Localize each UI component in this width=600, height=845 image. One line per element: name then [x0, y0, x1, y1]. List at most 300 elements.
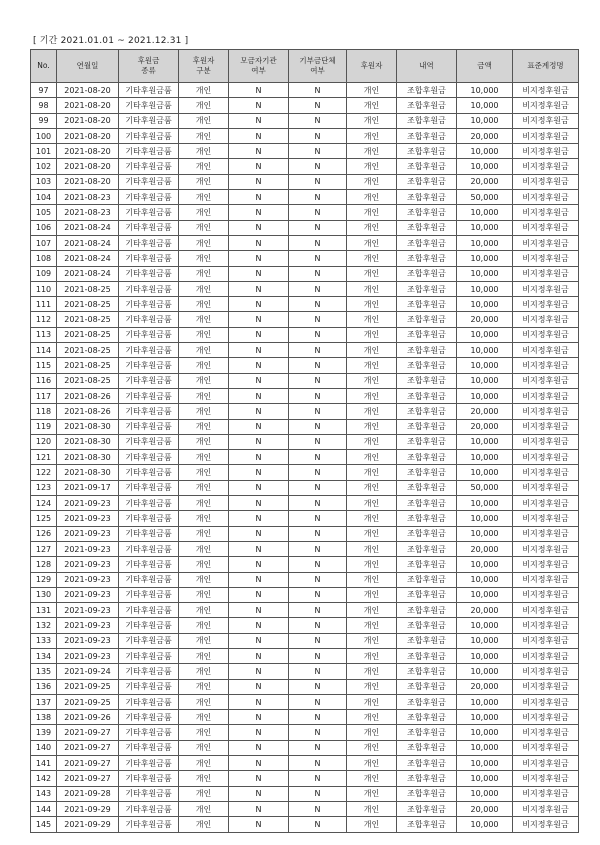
cell-fundraising-org: N: [229, 618, 289, 633]
cell-fundraising-org: N: [229, 128, 289, 143]
cell-details: 조합후원금: [397, 526, 457, 541]
cell-donation-type: 기타후원금품: [119, 694, 179, 709]
cell-details: 조합후원금: [397, 190, 457, 205]
cell-amount: 10,000: [457, 817, 513, 832]
cell-amount: 10,000: [457, 725, 513, 740]
cell-fundraising-org: N: [229, 388, 289, 403]
cell-donor: 개인: [347, 786, 397, 801]
cell-date: 2021-08-30: [57, 419, 119, 434]
cell-donor: 개인: [347, 373, 397, 388]
cell-details: 조합후원금: [397, 220, 457, 235]
table-row: [31, 266, 579, 281]
cell-amount: 10,000: [457, 465, 513, 480]
header-details: 내역: [397, 50, 457, 83]
cell-donor-class: 개인: [179, 557, 229, 572]
cell-donation-type: 기타후원금품: [119, 740, 179, 755]
cell-donor: 개인: [347, 557, 397, 572]
cell-fundraising-org: N: [229, 648, 289, 663]
cell-donor-class: 개인: [179, 174, 229, 189]
cell-date: 2021-08-24: [57, 266, 119, 281]
cell-details: 조합후원금: [397, 83, 457, 98]
cell-donation-group: N: [289, 113, 347, 128]
cell-no: 116: [31, 373, 57, 388]
cell-donor-class: 개인: [179, 388, 229, 403]
table-row: [31, 83, 579, 98]
cell-fundraising-org: N: [229, 679, 289, 694]
cell-account-name: 비지정후원금: [513, 771, 579, 786]
cell-date: 2021-08-20: [57, 144, 119, 159]
table-row: [31, 174, 579, 189]
cell-amount: 10,000: [457, 771, 513, 786]
cell-donation-type: 기타후원금품: [119, 450, 179, 465]
table-row: [31, 205, 579, 220]
cell-donation-group: N: [289, 220, 347, 235]
cell-donor-class: 개인: [179, 327, 229, 342]
cell-details: 조합후원금: [397, 664, 457, 679]
cell-date: 2021-09-23: [57, 496, 119, 511]
header-fundraising-org: 모금자기관 여부: [229, 50, 289, 83]
cell-donation-type: 기타후원금품: [119, 144, 179, 159]
cell-amount: 20,000: [457, 419, 513, 434]
cell-donor: 개인: [347, 496, 397, 511]
cell-details: 조합후원금: [397, 419, 457, 434]
cell-account-name: 비지정후원금: [513, 404, 579, 419]
cell-fundraising-org: N: [229, 312, 289, 327]
cell-donor: 개인: [347, 266, 397, 281]
cell-amount: 10,000: [457, 664, 513, 679]
cell-fundraising-org: N: [229, 343, 289, 358]
cell-account-name: 비지정후원금: [513, 190, 579, 205]
cell-account-name: 비지정후원금: [513, 343, 579, 358]
header-donation-group: 기부금단체 여부: [289, 50, 347, 83]
cell-donation-group: N: [289, 526, 347, 541]
period-label: [ 기간 2021.01.01 ~ 2021.12.31 ]: [33, 36, 189, 46]
cell-no: 112: [31, 312, 57, 327]
cell-donor: 개인: [347, 343, 397, 358]
cell-account-name: 비지정후원금: [513, 450, 579, 465]
cell-fundraising-org: N: [229, 281, 289, 296]
cell-donation-type: 기타후원금품: [119, 159, 179, 174]
cell-donation-type: 기타후원금품: [119, 786, 179, 801]
table-row: [31, 710, 579, 725]
cell-account-name: 비지정후원금: [513, 205, 579, 220]
cell-donation-group: N: [289, 174, 347, 189]
cell-amount: 10,000: [457, 388, 513, 403]
cell-donation-type: 기타후원금품: [119, 128, 179, 143]
cell-donation-group: N: [289, 710, 347, 725]
cell-date: 2021-08-25: [57, 281, 119, 296]
cell-fundraising-org: N: [229, 98, 289, 113]
cell-details: 조합후원금: [397, 174, 457, 189]
cell-amount: 10,000: [457, 618, 513, 633]
cell-amount: 10,000: [457, 343, 513, 358]
cell-amount: 10,000: [457, 144, 513, 159]
table-row: [31, 648, 579, 663]
cell-date: 2021-09-24: [57, 664, 119, 679]
table-row: [31, 603, 579, 618]
cell-donation-type: 기타후원금품: [119, 83, 179, 98]
cell-date: 2021-09-17: [57, 480, 119, 495]
cell-account-name: 비지정후원금: [513, 83, 579, 98]
cell-fundraising-org: N: [229, 419, 289, 434]
cell-details: 조합후원금: [397, 725, 457, 740]
cell-donor: 개인: [347, 419, 397, 434]
cell-no: 132: [31, 618, 57, 633]
cell-donation-group: N: [289, 771, 347, 786]
cell-account-name: 비지정후원금: [513, 281, 579, 296]
cell-date: 2021-09-27: [57, 756, 119, 771]
cell-amount: 20,000: [457, 679, 513, 694]
header-donor: 후원자: [347, 50, 397, 83]
cell-account-name: 비지정후원금: [513, 297, 579, 312]
cell-fundraising-org: N: [229, 771, 289, 786]
cell-donation-type: 기타후원금품: [119, 710, 179, 725]
cell-fundraising-org: N: [229, 251, 289, 266]
cell-donation-group: N: [289, 388, 347, 403]
cell-date: 2021-09-23: [57, 587, 119, 602]
cell-donation-type: 기타후원금품: [119, 618, 179, 633]
cell-date: 2021-08-25: [57, 297, 119, 312]
cell-details: 조합후원금: [397, 756, 457, 771]
cell-no: 98: [31, 98, 57, 113]
cell-account-name: 비지정후원금: [513, 327, 579, 342]
cell-donor: 개인: [347, 541, 397, 556]
cell-no: 143: [31, 786, 57, 801]
cell-donation-group: N: [289, 572, 347, 587]
cell-no: 126: [31, 526, 57, 541]
cell-donation-group: N: [289, 587, 347, 602]
cell-donor: 개인: [347, 174, 397, 189]
cell-no: 113: [31, 327, 57, 342]
cell-details: 조합후원금: [397, 648, 457, 663]
cell-no: 104: [31, 190, 57, 205]
cell-donation-group: N: [289, 205, 347, 220]
header-date: 연월일: [57, 50, 119, 83]
cell-amount: 10,000: [457, 358, 513, 373]
donation-ledger-table: [30, 49, 579, 833]
cell-details: 조합후원금: [397, 235, 457, 250]
cell-donor-class: 개인: [179, 679, 229, 694]
cell-details: 조합후원금: [397, 801, 457, 816]
cell-donation-group: N: [289, 496, 347, 511]
cell-date: 2021-08-20: [57, 83, 119, 98]
cell-date: 2021-09-26: [57, 710, 119, 725]
cell-amount: 20,000: [457, 128, 513, 143]
cell-details: 조합후원금: [397, 710, 457, 725]
cell-donor-class: 개인: [179, 205, 229, 220]
cell-donation-group: N: [289, 756, 347, 771]
cell-account-name: 비지정후원금: [513, 388, 579, 403]
cell-donation-type: 기타후원금품: [119, 572, 179, 587]
cell-no: 136: [31, 679, 57, 694]
cell-date: 2021-09-23: [57, 557, 119, 572]
cell-donation-type: 기타후원금품: [119, 526, 179, 541]
cell-details: 조합후원금: [397, 373, 457, 388]
cell-amount: 50,000: [457, 480, 513, 495]
cell-amount: 10,000: [457, 159, 513, 174]
cell-fundraising-org: N: [229, 83, 289, 98]
cell-donor-class: 개인: [179, 541, 229, 556]
table-row: [31, 159, 579, 174]
cell-donor-class: 개인: [179, 220, 229, 235]
cell-date: 2021-08-30: [57, 465, 119, 480]
cell-donor: 개인: [347, 235, 397, 250]
cell-fundraising-org: N: [229, 159, 289, 174]
table-row: [31, 511, 579, 526]
cell-account-name: 비지정후원금: [513, 465, 579, 480]
cell-donation-group: N: [289, 190, 347, 205]
cell-donor: 개인: [347, 679, 397, 694]
cell-donor-class: 개인: [179, 358, 229, 373]
cell-details: 조합후원금: [397, 205, 457, 220]
cell-donation-type: 기타후원금품: [119, 679, 179, 694]
cell-donor-class: 개인: [179, 526, 229, 541]
cell-donation-group: N: [289, 740, 347, 755]
cell-donor-class: 개인: [179, 128, 229, 143]
cell-donor-class: 개인: [179, 373, 229, 388]
cell-amount: 20,000: [457, 541, 513, 556]
cell-no: 133: [31, 633, 57, 648]
cell-donor: 개인: [347, 450, 397, 465]
cell-date: 2021-09-23: [57, 618, 119, 633]
cell-details: 조합후원금: [397, 496, 457, 511]
cell-donor-class: 개인: [179, 144, 229, 159]
table-row: [31, 434, 579, 449]
cell-fundraising-org: N: [229, 144, 289, 159]
cell-donor: 개인: [347, 603, 397, 618]
cell-amount: 20,000: [457, 801, 513, 816]
cell-fundraising-org: N: [229, 434, 289, 449]
table-row: [31, 725, 579, 740]
table-row: [31, 756, 579, 771]
cell-details: 조합후원금: [397, 557, 457, 572]
cell-account-name: 비지정후원금: [513, 786, 579, 801]
table-row: [31, 251, 579, 266]
cell-donation-type: 기타후원금품: [119, 725, 179, 740]
cell-donor: 개인: [347, 633, 397, 648]
cell-fundraising-org: N: [229, 496, 289, 511]
cell-donation-type: 기타후원금품: [119, 190, 179, 205]
cell-donation-group: N: [289, 450, 347, 465]
cell-donation-type: 기타후원금품: [119, 419, 179, 434]
cell-donation-group: N: [289, 801, 347, 816]
cell-donor-class: 개인: [179, 281, 229, 296]
cell-fundraising-org: N: [229, 664, 289, 679]
table-row: [31, 98, 579, 113]
cell-details: 조합후원금: [397, 572, 457, 587]
cell-date: 2021-08-20: [57, 159, 119, 174]
cell-no: 140: [31, 740, 57, 755]
cell-account-name: 비지정후원금: [513, 801, 579, 816]
cell-no: 123: [31, 480, 57, 495]
cell-donation-type: 기타후원금품: [119, 373, 179, 388]
cell-donation-type: 기타후원금품: [119, 511, 179, 526]
cell-fundraising-org: N: [229, 220, 289, 235]
cell-donor: 개인: [347, 434, 397, 449]
cell-fundraising-org: N: [229, 327, 289, 342]
cell-fundraising-org: N: [229, 190, 289, 205]
cell-account-name: 비지정후원금: [513, 312, 579, 327]
cell-details: 조합후원금: [397, 694, 457, 709]
cell-details: 조합후원금: [397, 450, 457, 465]
cell-details: 조합후원금: [397, 740, 457, 755]
cell-donor: 개인: [347, 817, 397, 832]
cell-fundraising-org: N: [229, 801, 289, 816]
cell-no: 109: [31, 266, 57, 281]
cell-account-name: 비지정후원금: [513, 541, 579, 556]
cell-donation-type: 기타후원금품: [119, 480, 179, 495]
cell-date: 2021-08-23: [57, 205, 119, 220]
cell-no: 103: [31, 174, 57, 189]
cell-account-name: 비지정후원금: [513, 603, 579, 618]
table-row: [31, 587, 579, 602]
cell-donor-class: 개인: [179, 266, 229, 281]
cell-account-name: 비지정후원금: [513, 817, 579, 832]
cell-donor: 개인: [347, 801, 397, 816]
cell-donation-group: N: [289, 144, 347, 159]
cell-donor: 개인: [347, 526, 397, 541]
cell-date: 2021-08-26: [57, 404, 119, 419]
cell-details: 조합후원금: [397, 113, 457, 128]
table-row: [31, 557, 579, 572]
cell-donor-class: 개인: [179, 419, 229, 434]
cell-fundraising-org: N: [229, 526, 289, 541]
table-row: [31, 312, 579, 327]
cell-donor: 개인: [347, 664, 397, 679]
cell-donor: 개인: [347, 388, 397, 403]
cell-details: 조합후원금: [397, 281, 457, 296]
cell-details: 조합후원금: [397, 404, 457, 419]
cell-details: 조합후원금: [397, 434, 457, 449]
cell-donation-type: 기타후원금품: [119, 327, 179, 342]
cell-donor: 개인: [347, 144, 397, 159]
cell-no: 135: [31, 664, 57, 679]
cell-account-name: 비지정후원금: [513, 511, 579, 526]
cell-date: 2021-08-25: [57, 343, 119, 358]
cell-no: 111: [31, 297, 57, 312]
cell-donation-type: 기타후원금품: [119, 113, 179, 128]
cell-date: 2021-09-23: [57, 541, 119, 556]
cell-donation-type: 기타후원금품: [119, 297, 179, 312]
cell-donor: 개인: [347, 358, 397, 373]
cell-donor: 개인: [347, 465, 397, 480]
cell-donation-group: N: [289, 664, 347, 679]
cell-donor: 개인: [347, 113, 397, 128]
cell-donor-class: 개인: [179, 496, 229, 511]
cell-fundraising-org: N: [229, 633, 289, 648]
cell-donation-group: N: [289, 83, 347, 98]
cell-donation-type: 기타후원금품: [119, 174, 179, 189]
cell-donor-class: 개인: [179, 603, 229, 618]
cell-donor: 개인: [347, 511, 397, 526]
cell-amount: 10,000: [457, 786, 513, 801]
cell-account-name: 비지정후원금: [513, 251, 579, 266]
table-row: [31, 771, 579, 786]
cell-account-name: 비지정후원금: [513, 434, 579, 449]
cell-donation-type: 기타후원금품: [119, 557, 179, 572]
cell-donation-type: 기타후원금품: [119, 771, 179, 786]
cell-no: 125: [31, 511, 57, 526]
cell-details: 조합후원금: [397, 266, 457, 281]
table-row: [31, 450, 579, 465]
cell-account-name: 비지정후원금: [513, 174, 579, 189]
cell-no: 119: [31, 419, 57, 434]
table-row: [31, 480, 579, 495]
cell-amount: 10,000: [457, 756, 513, 771]
cell-amount: 10,000: [457, 98, 513, 113]
cell-donor: 개인: [347, 190, 397, 205]
cell-account-name: 비지정후원금: [513, 144, 579, 159]
cell-donation-type: 기타후원금품: [119, 756, 179, 771]
cell-no: 118: [31, 404, 57, 419]
cell-donation-type: 기타후원금품: [119, 220, 179, 235]
cell-account-name: 비지정후원금: [513, 113, 579, 128]
cell-donation-group: N: [289, 297, 347, 312]
table-row: [31, 526, 579, 541]
cell-account-name: 비지정후원금: [513, 587, 579, 602]
cell-date: 2021-08-24: [57, 251, 119, 266]
cell-date: 2021-09-23: [57, 603, 119, 618]
cell-fundraising-org: N: [229, 113, 289, 128]
cell-donation-type: 기타후원금품: [119, 98, 179, 113]
cell-amount: 10,000: [457, 450, 513, 465]
cell-date: 2021-09-28: [57, 786, 119, 801]
cell-date: 2021-09-23: [57, 511, 119, 526]
cell-donor: 개인: [347, 572, 397, 587]
cell-donation-group: N: [289, 98, 347, 113]
cell-amount: 10,000: [457, 83, 513, 98]
cell-account-name: 비지정후원금: [513, 358, 579, 373]
cell-amount: 10,000: [457, 327, 513, 342]
cell-details: 조합후원금: [397, 541, 457, 556]
cell-no: 117: [31, 388, 57, 403]
cell-donation-group: N: [289, 603, 347, 618]
table-row: [31, 801, 579, 816]
cell-donor: 개인: [347, 740, 397, 755]
cell-details: 조합후원금: [397, 786, 457, 801]
cell-amount: 10,000: [457, 633, 513, 648]
cell-fundraising-org: N: [229, 756, 289, 771]
cell-details: 조합후원금: [397, 128, 457, 143]
cell-donation-type: 기타후원금품: [119, 801, 179, 816]
cell-details: 조합후원금: [397, 98, 457, 113]
cell-details: 조합후원금: [397, 633, 457, 648]
cell-no: 144: [31, 801, 57, 816]
cell-donor: 개인: [347, 205, 397, 220]
table-row: [31, 327, 579, 342]
cell-donor: 개인: [347, 98, 397, 113]
cell-fundraising-org: N: [229, 710, 289, 725]
cell-account-name: 비지정후원금: [513, 480, 579, 495]
cell-date: 2021-08-24: [57, 220, 119, 235]
cell-details: 조합후원금: [397, 817, 457, 832]
cell-no: 122: [31, 465, 57, 480]
cell-donor-class: 개인: [179, 725, 229, 740]
cell-no: 114: [31, 343, 57, 358]
cell-donor: 개인: [347, 404, 397, 419]
cell-donation-group: N: [289, 434, 347, 449]
cell-details: 조합후원금: [397, 312, 457, 327]
cell-no: 101: [31, 144, 57, 159]
cell-donation-group: N: [289, 694, 347, 709]
cell-donation-group: N: [289, 541, 347, 556]
cell-no: 145: [31, 817, 57, 832]
cell-donor: 개인: [347, 281, 397, 296]
cell-donation-group: N: [289, 511, 347, 526]
cell-fundraising-org: N: [229, 235, 289, 250]
cell-amount: 10,000: [457, 235, 513, 250]
cell-fundraising-org: N: [229, 694, 289, 709]
